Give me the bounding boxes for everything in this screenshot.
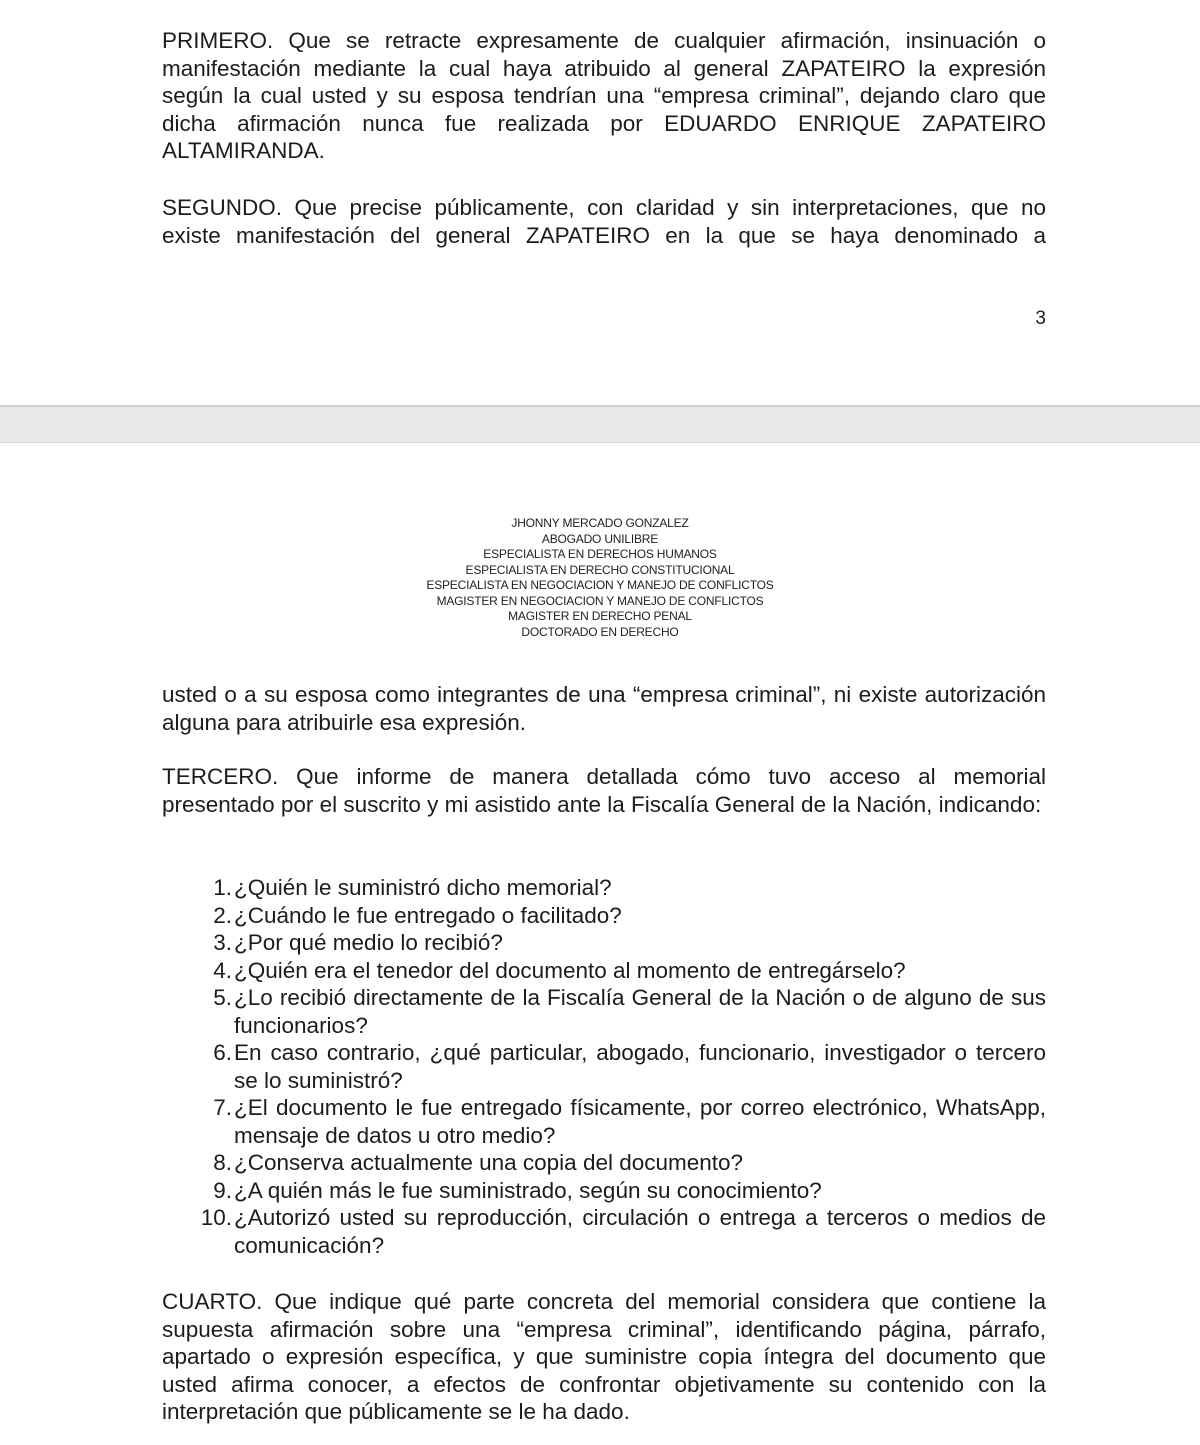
paragraph-primero: PRIMERO. Que se retracte expresamente de cualquier afirmación, insinuación o manifestación mediante la cual haya atribuido al general ZAPATEIRO la expresión según la cual usted y su esposa tendrían una “empresa criminal”, dejando claro que dicha afirmación nunca fue realizada por EDUARDO ENRIQUE ZAPATEIRO ALTAMIRANDA. xyxy=(162,28,1046,163)
page-number: 3 xyxy=(1035,308,1046,329)
list-item-text: En caso contrario, ¿qué particular, abogado, funcionario, investigador o tercero se lo suministró? xyxy=(234,1040,1046,1093)
document-page-3 xyxy=(0,0,1200,405)
letterhead-line: MAGISTER EN DERECHO PENAL xyxy=(508,609,692,623)
page-separator xyxy=(0,405,1200,443)
letterhead-line: ESPECIALISTA EN NEGOCIACION Y MANEJO DE CONFLICTOS xyxy=(426,578,774,592)
paragraph-segundo-continued: usted o a su esposa como integrantes de una “empresa criminal”, ni existe autorización alguna para atribuirle esa expresión. xyxy=(162,682,1046,735)
list-item-text: ¿Por qué medio lo recibió? xyxy=(234,930,503,955)
list-item-number: 5. xyxy=(213,985,232,1010)
list-item-number: 1. xyxy=(213,875,232,900)
paragraph-tercero: TERCERO. Que informe de manera detallada cómo tuvo acceso al memorial presentado por el suscrito y mi asistido ante la Fiscalía General de la Nación, indicando: xyxy=(162,764,1046,817)
list-item-text: ¿El documento le fue entregado físicamente, por correo electrónico, WhatsApp, mensaje de datos u otro medio? xyxy=(234,1095,1046,1148)
paragraph-segundo-start: SEGUNDO. Que precise públicamente, con claridad y sin interpretaciones, que no existe manifestación del general ZAPATEIRO en la que se haya denominado a xyxy=(162,195,1046,248)
list-item-text: ¿Quién era el tenedor del documento al momento de entregárselo? xyxy=(234,957,906,983)
list-item-number: 2. xyxy=(213,902,232,928)
question-list xyxy=(195,874,1046,1259)
paragraph-cuarto: CUARTO. Que indique qué parte concreta del memorial considera que contiene la supuesta afirmación sobre una “empresa criminal”, identificando página, párrafo, apartado o expresión específica, y que suministre copia íntegra del documento que usted afirma conocer, a efectos de confrontar objetivamente su contenido con la interpretación que públicamente se le ha dado. xyxy=(162,1289,1046,1424)
list-item-text: ¿Autorizó usted su reproducción, circulación o entrega a terceros o medios de comunicación? xyxy=(234,1205,1046,1258)
list-item xyxy=(195,984,1046,1039)
letterhead-line: ESPECIALISTA EN DERECHO CONSTITUCIONAL xyxy=(465,562,735,577)
letterhead-line: ABOGADO UNILIBRE xyxy=(541,531,659,546)
list-item xyxy=(195,902,1046,930)
list-item-number: 3. xyxy=(213,930,232,955)
document-page-4 xyxy=(0,443,1200,1445)
list-item xyxy=(195,1149,1046,1177)
list-item xyxy=(195,957,1046,985)
list-item-number: 9. xyxy=(213,1177,232,1203)
list-item-text: ¿Quién le suministró dicho memorial? xyxy=(234,875,612,900)
list-item xyxy=(195,1204,1046,1259)
list-item xyxy=(195,874,1046,902)
list-item-number: 10. xyxy=(200,1205,232,1230)
list-item-text: ¿A quién más le fue suministrado, según su conocimiento? xyxy=(234,1177,822,1203)
list-item-number: 8. xyxy=(213,1150,232,1175)
list-item-number: 4. xyxy=(213,957,232,983)
list-item-text: ¿Conserva actualmente una copia del documento? xyxy=(234,1150,744,1175)
list-item xyxy=(195,929,1046,957)
list-item xyxy=(195,1094,1046,1149)
letterhead xyxy=(300,516,900,640)
letterhead-line: DOCTORADO EN DERECHO xyxy=(521,624,679,639)
letterhead-line: JHONNY MERCADO GONZALEZ xyxy=(511,516,689,530)
list-item-number: 7. xyxy=(213,1095,232,1120)
list-item-text: ¿Cuándo le fue entregado o facilitado? xyxy=(234,902,622,928)
letterhead-line: MAGISTER EN NEGOCIACION Y MANEJO DE CONFLICTOS xyxy=(436,593,764,608)
list-item xyxy=(195,1039,1046,1094)
list-item-number: 6. xyxy=(213,1040,232,1065)
list-item xyxy=(195,1177,1046,1205)
letterhead-line: ESPECIALISTA EN DERECHOS HUMANOS xyxy=(483,547,717,561)
list-item-text: ¿Lo recibió directamente de la Fiscalía General de la Nación o de alguno de sus funcionarios? xyxy=(234,985,1046,1038)
